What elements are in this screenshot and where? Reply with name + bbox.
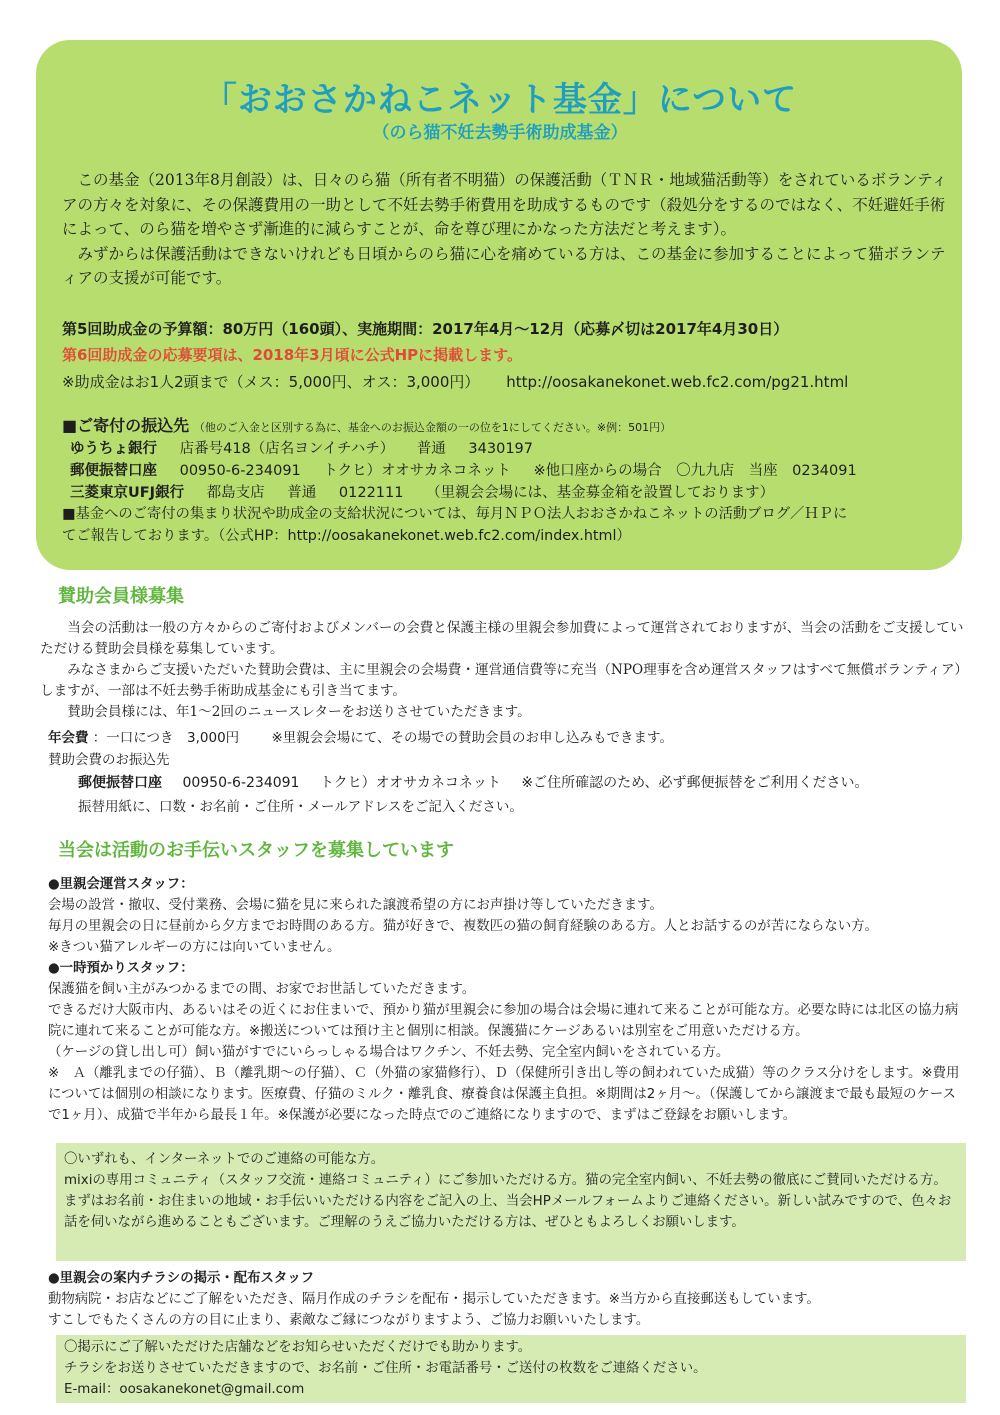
staff-foster-line: （ケージの貸し出し可）飼い猫がすでにいらっしゃる場合はワクチン、不妊去勢、完全室内飼いをされている方。 xyxy=(48,1045,730,1060)
fund-notice-line: 第6回助成金の応募要項は、2018年3月頃に公式HPに掲載します。 xyxy=(62,346,522,364)
sponsor-form-note: 振替用紙に、口数・お名前・ご住所・メールアドレスをご記入ください。 xyxy=(78,799,523,815)
yucho-bank-name: ゆうちょ銀行 xyxy=(70,441,157,457)
postal-bank-name: 郵便振替口座 xyxy=(70,463,157,479)
fund-transfer-note: （他のご入金と区別する為に、基金へのお振込金額の一の位を1にしてください。※例：501円） xyxy=(193,421,672,434)
yucho-number: 3430197 xyxy=(468,441,533,457)
sponsor-fee-value: ：一口につき 3,000円 xyxy=(92,730,240,746)
mufg-number: 0122111 xyxy=(338,485,404,501)
fund-report-line-2: てご報告しております。（公式HP：http://oosakanekonet.web.fc2.com/index.html） xyxy=(62,528,631,544)
fund-title: 「おおさかねこネット基金」について xyxy=(202,80,798,120)
mufg-bank-row xyxy=(70,481,792,502)
yucho-branch: 店番号418（店名ヨンイチハチ） xyxy=(179,441,395,457)
mufg-bank-name: 三菱東京UFJ銀行 xyxy=(70,485,185,501)
sponsor-fee-row xyxy=(48,726,673,746)
staff-operation-line: 会場の設営・撤収、受付業務、会場に猫を見に来られた譲渡希望の方にお声掛け等していただきます。 xyxy=(48,898,663,913)
fund-paragraph-2: みずからは保護活動はできないけれども日頃からのら猫に心を痛めている方は、この基金に参加することによって猫ボランティアの支援が可能です。 xyxy=(62,244,946,287)
sponsor-postal-label: 郵便振替口座 xyxy=(78,775,162,791)
fund-paragraph-1: この基金（2013年8月創設）は、日々のら猫（所有者不明猫）の保護活動（ＴＮＲ・地域猫活動等）をされているボランティアの方々を対象に、その保護費用の一助として不妊去勢手術費用を助成するものです（殺処分をするのではなく、不妊避妊手術によって、のら猫を増やさず漸進的に減らすことが、命を尊び理にかなった方法だと考えます）。 xyxy=(62,171,948,238)
sponsor-fee-label: 年会費 xyxy=(48,730,89,746)
mufg-note: （里親会会場には、基金募金箱を設置しております） xyxy=(426,485,775,501)
staff-operation-line: ※きつい猫アレルギーの方には向いていません。 xyxy=(48,940,341,955)
postal-number: 00950-6-234091 xyxy=(179,463,301,479)
staff-operation-line: 毎月の里親会の日に昼前から夕方までお時間のある方。猫が好きで、複数匹の猫の飼育経験のある方。人とお話するのが苦にならない方。 xyxy=(48,919,878,934)
staff-operation-label: ●里親会運営スタッフ： xyxy=(48,877,194,892)
fund-budget-line: 第5回助成金の予算額：80万円（160頭）、実施期間：2017年4月～12月（応募〆切は2017年4月30日） xyxy=(62,320,789,338)
mufg-branch: 都島支店 xyxy=(206,485,265,501)
yucho-bank-row xyxy=(70,437,551,458)
sponsor-paragraph-1: 当会の活動は一般の方々からのご寄付およびメンバーの会費と保護主様の里親会参加費によって運営されておりますが、当会の活動をご支援していただける賛助会員様を募集しています。 xyxy=(40,620,964,657)
sponsor-postal-number: 00950-6-234091 xyxy=(182,775,300,791)
staff-flyer-label: ●里親会の案内チラシの掲示・配布スタッフ xyxy=(48,1271,315,1286)
staff-requirement-line: mixiの専用コミュニティ（スタッフ交流・連絡コミュニティ）にご参加いただける方。猫の完全室内飼い、不妊去勢の徹底にご賛同いただける方。 xyxy=(64,1173,947,1188)
fund-subtitle: （のら猫不妊去勢手術助成基金） xyxy=(372,123,628,143)
sponsor-heading: 賛助会員様募集 xyxy=(58,586,184,607)
staff-requirements-panel xyxy=(56,1143,966,1261)
staff-foster-line: できるだけ大阪市内、あるいはその近くにお住まいで、預かり猫が里親会に参加の場合は会場に連れて来ることが可能な方。必要な時には北区の協力病院に連れて来ることが可能な方。※搬送については預け主と個別に相談。保護猫にケージあるいは別室をご用意いただける方。 xyxy=(48,1003,959,1039)
staff-flyer-line: すこしでもたくさんの方の目に止まり、素敵なご縁につながりますよう、ご協力お願いいたします。 xyxy=(48,1313,650,1328)
fund-transfer-heading: ■ご寄付の振込先 xyxy=(62,416,190,435)
staff-contact-line: チラシをお送りさせていただきますので、お名前・ご住所・お電話番号・ご送付の枚数をご連絡ください。 xyxy=(64,1361,707,1376)
fund-limit-line xyxy=(62,371,848,392)
staff-foster-line: 保護猫を飼い主がみつかるまでの間、お家でお世話していただきます。 xyxy=(48,982,476,997)
postal-account-name: トクヒ）オオサカネコネット xyxy=(323,463,511,479)
fund-report-line-1: ■基金へのご寄付の集まり状況や助成金の支給状況については、毎月ＮＰＯ法人おおさかねこネットの活動ブログ／ＨＰに xyxy=(62,506,848,522)
sponsor-description xyxy=(40,618,965,723)
staff-requirement-line: 〇いずれも、インターネットでのご連絡の可能な方。 xyxy=(64,1152,385,1167)
fund-limit-url[interactable]: http://oosakanekonet.web.fc2.com/pg21.html xyxy=(506,373,849,391)
sponsor-postal-note: ※ご住所確認のため、必ず郵便振替をご利用ください。 xyxy=(521,775,869,791)
staff-operation-block xyxy=(48,874,968,1126)
staff-foster-line: ※ Ａ（離乳までの仔猫）、Ｂ（離乳期～の仔猫）、Ｃ（外猫の家猫修行）、Ｄ（保健所引き出し等の飼われていた成猫）等のクラス分けをします。※費用については個別の相談になります。医療費、仔猫のミルク・離乳食、療養食は保護主負担。※期間は2ヶ月～。（保護してから譲渡まで最も最短のケースで1ヶ月）、成猫で半年から最長１年。※保護が必要になった時点でのご連絡になりますので、まずはご登録をお願いします。 xyxy=(48,1066,960,1123)
sponsor-postal-name: トクヒ）オオサカネコネット xyxy=(319,775,501,791)
staff-heading: 当会は活動のお手伝いスタッフを募集しています xyxy=(58,840,454,861)
sponsor-fee-note: ※里親会会場にて、その場での賛助会員のお申し込みもできます。 xyxy=(271,730,673,746)
sponsor-postal-row xyxy=(78,772,869,792)
sponsor-paragraph-3: 賛助会員様には、年1～2回のニュースレターをお送りさせていただきます。 xyxy=(67,704,531,720)
sponsor-transfer-label: 賛助会費のお振込先 xyxy=(48,752,170,768)
fund-description xyxy=(62,168,952,291)
yucho-type: 普通 xyxy=(416,441,446,457)
mufg-type: 普通 xyxy=(287,485,317,501)
postal-bank-row xyxy=(70,459,875,480)
staff-foster-label: ●一時預かりスタッフ： xyxy=(48,961,194,976)
staff-flyer-line: 動物病院・お店などにご了解をいただき、隔月作成のチラシを配布・掲示していただきます。※当方から直接郵送もしています。 xyxy=(48,1292,820,1307)
staff-requirement-line: まずはお名前・お住まいの地域・お手伝いいただける内容をご記入の上、当会HPメールフォームよりご連絡ください。新しい試みですので、色々お話を伺いながら進めることもございます。ご理解のうえご協力いただける方は、ぜひともよろしくお願いします。 xyxy=(64,1194,952,1230)
postal-other-bank: ※他口座からの場合 〇九九店 当座 0234091 xyxy=(533,463,857,479)
staff-flyer-block xyxy=(48,1268,968,1331)
staff-contact-email[interactable]: E-mail：oosakanekonet@gmail.com xyxy=(64,1382,305,1397)
fund-limit-text: ※助成金はお1人2頭まで（メス：5,000円、オス：3,000円） xyxy=(62,373,480,391)
sponsor-paragraph-2: みなさまからご支援いただいた賛助会費は、主に里親会の会場費・運営通信費等に充当（NPO理事を含め運営スタッフはすべて無償ボランティア）しますが、一部は不妊去勢手術助成基金にも引き当てます。 xyxy=(40,662,962,699)
fund-transfer-heading-row xyxy=(62,413,671,436)
staff-contact-panel xyxy=(56,1335,966,1403)
staff-contact-line: 〇掲示にご了解いただけた店舗などをお知らせいただくだけでも助かります。 xyxy=(64,1340,532,1355)
